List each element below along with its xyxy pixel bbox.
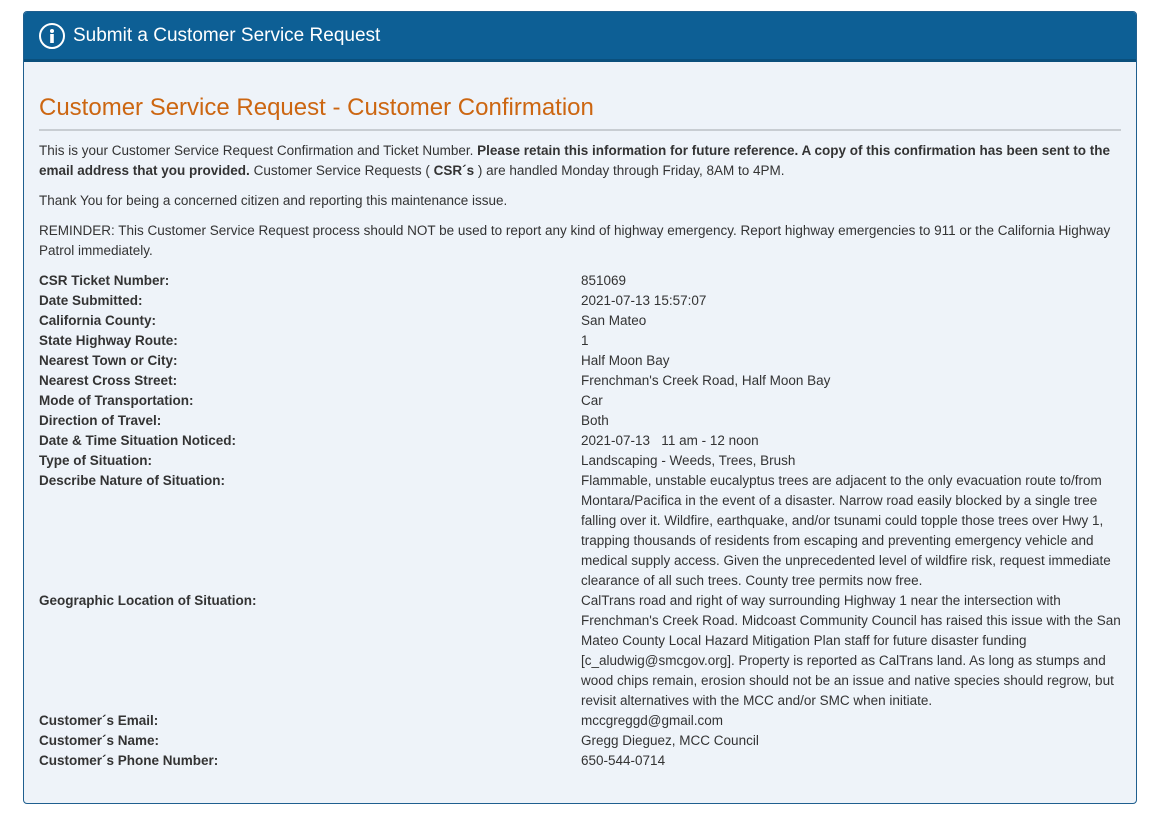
detail-label: California County: [39, 313, 156, 328]
detail-row [39, 591, 1125, 711]
detail-label: Mode of Transportation: [39, 393, 194, 408]
detail-label: Nearest Cross Street: [39, 373, 178, 388]
detail-row [39, 351, 1121, 371]
detail-label: Customer´s Name: [39, 733, 160, 748]
intro-after-2: ) are handled Monday through Friday, 8AM to 4PM. [474, 163, 785, 178]
detail-row [39, 751, 1121, 771]
detail-label: Date Submitted: [39, 293, 143, 308]
detail-label: State Highway Route: [39, 333, 178, 348]
page-title: Customer Service Request - Customer Confirmation [39, 92, 1121, 131]
detail-value: mccgreggd@gmail.com [581, 713, 724, 728]
detail-label: Customer´s Email: [39, 713, 159, 728]
intro-csr: CSR´s [433, 163, 475, 178]
reminder-text: REMINDER: This Customer Service Request process should NOT be used to report any kind of highway emergency. Report highway emergencies to 911 or the California Highway Patrol immediately. [39, 223, 1111, 258]
detail-value: 2021-07-13 15:57:07 [581, 293, 707, 308]
detail-row [39, 391, 1121, 411]
detail-label: Date & Time Situation Noticed: [39, 433, 237, 448]
info-icon [39, 23, 65, 49]
detail-value: Flammable, unstable eucalyptus trees are adjacent to the only evacuation route to/from Montara/Pacifica in the event of a disaster. Narrow road easily blocked by a single tree falling over it. Wildfire, earthquake, and/or tsunami could topple those trees over Hwy 1, trapping thousands of residents from escaping and preventing emergency vehicle and medical supply access. Given the unprecedented level of wildfire risk, request immediate clearance of all such trees. County tree permits now free. [581, 473, 1115, 588]
detail-value: Half Moon Bay [581, 353, 670, 368]
detail-value: 1 [581, 333, 589, 348]
intro-bold: Please retain this information for future reference. A copy of this confirmation has been sent to the email address that you provided. [39, 143, 1111, 178]
detail-value: 851069 [581, 273, 627, 288]
panel-title: Submit a Customer Service Request [73, 24, 381, 46]
detail-label: Nearest Town or City: [39, 353, 178, 368]
detail-label: CSR Ticket Number: [39, 273, 170, 288]
details-list [39, 271, 1125, 771]
intro-after-1: Customer Service Requests ( [249, 163, 434, 178]
thanks-text: Thank You for being a concerned citizen and reporting this maintenance issue. [39, 193, 508, 208]
detail-label: Describe Nature of Situation: [39, 473, 226, 488]
detail-row [39, 291, 1121, 311]
detail-row [39, 311, 1121, 331]
detail-value: CalTrans road and right of way surrounding Highway 1 near the intersection with Frenchman's Creek Road. Midcoast Community Council has raised this issue with the San Mateo County Local Hazard Mitigation Plan staff for future disaster funding [c_aludwig@smcgov.org]. Property is reported as CalTrans land. As long as stumps and wood chips remain, erosion should not be an issue and native species should regrow, but revisit alternatives with the MCC and/or SMC when initiate. [581, 593, 1125, 708]
detail-label: Direction of Travel: [39, 413, 162, 428]
detail-label: Type of Situation: [39, 453, 152, 468]
detail-label: Customer´s Phone Number: [39, 753, 219, 768]
detail-row [39, 271, 1121, 291]
detail-value: San Mateo [581, 313, 647, 328]
detail-row [39, 371, 1121, 391]
detail-label: Geographic Location of Situation: [39, 593, 257, 608]
intro-plain: This is your Customer Service Request Confirmation and Ticket Number. [39, 143, 478, 158]
detail-value: 2021-07-13 11 am - 12 noon [581, 433, 759, 448]
detail-row [39, 331, 1121, 351]
detail-row [39, 711, 1121, 731]
csr-panel [23, 11, 1137, 804]
detail-value: Gregg Dieguez, MCC Council [581, 733, 759, 748]
intro-text [39, 141, 1121, 181]
detail-value: 650-544-0714 [581, 753, 666, 768]
detail-row [39, 431, 1121, 451]
detail-value: Frenchman's Creek Road, Half Moon Bay [581, 373, 831, 388]
panel-body [24, 92, 1136, 771]
detail-value: Car [581, 393, 603, 408]
detail-row [39, 451, 1121, 471]
detail-value: Landscaping - Weeds, Trees, Brush [581, 453, 796, 468]
panel-header [24, 12, 1136, 62]
detail-row [39, 411, 1121, 431]
detail-value: Both [581, 413, 609, 428]
detail-row [39, 471, 1121, 591]
detail-row [39, 731, 1121, 751]
